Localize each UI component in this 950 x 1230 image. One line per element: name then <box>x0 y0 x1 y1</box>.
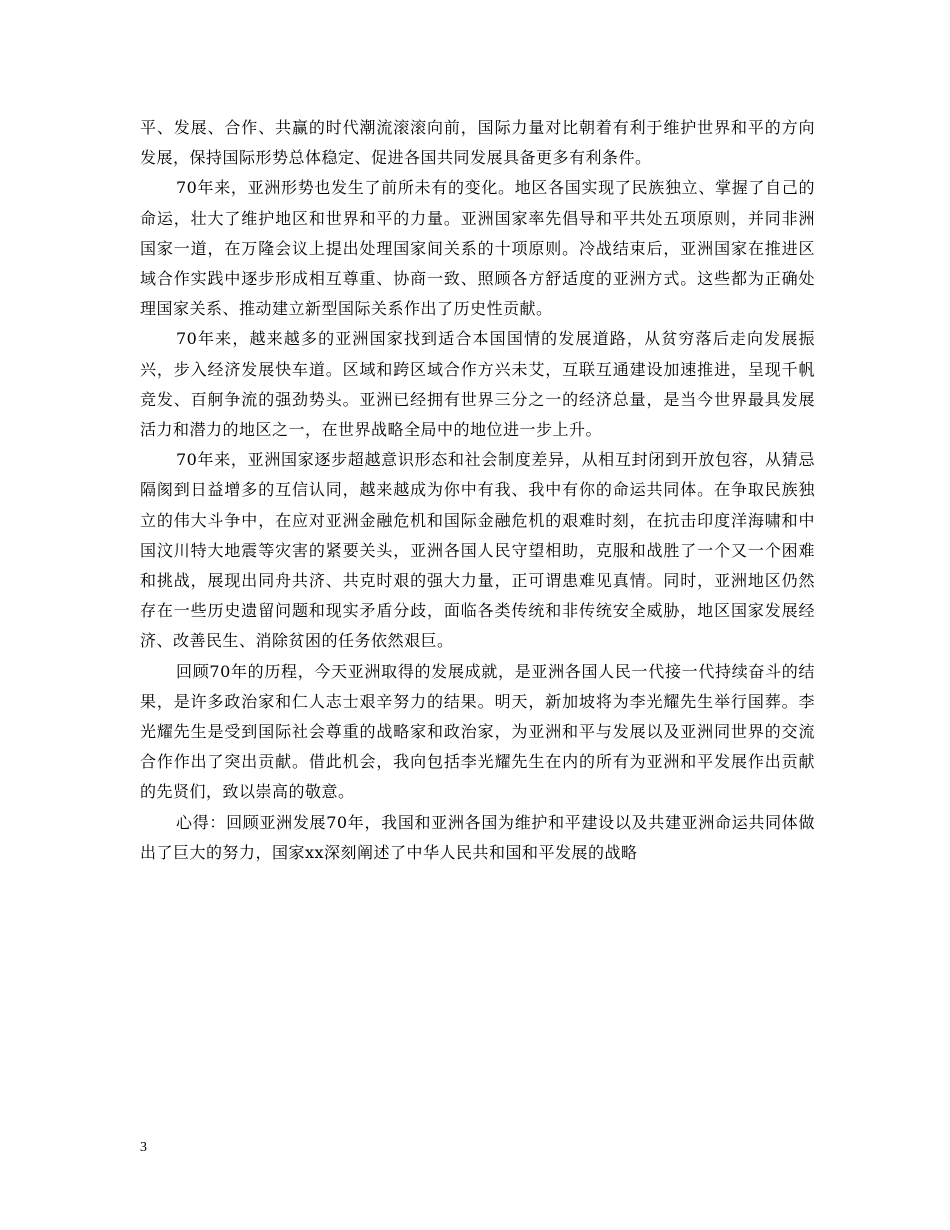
body-text <box>140 113 815 868</box>
paragraph-reflection: 心得：回顾亚洲发展70年，我国和亚洲各国为维护和平建设以及共建亚洲命运共同体做出了巨大的努力，国家xx深刻阐述了中华人民共和国和平发展的战略 <box>140 812 815 862</box>
paragraph-development-path: 70年来，越来越多的亚洲国家找到适合本国国情的发展道路，从贫穷落后走向发展振兴，步入经济发展快车道。区域和跨区域合作方兴未艾，互联互通建设加速推进，呈现千帆竞发、百舸争流的强劲势头。亚洲已经拥有世界三分之一的经济总量，是当今世界最具发展活力和潜力的地区之一，在世界战略全局中的地位进一步上升。 <box>140 329 815 440</box>
paragraph-asia-situation: 70年来，亚洲形势也发生了前所未有的变化。地区各国实现了民族独立、掌握了自己的命运，壮大了维护地区和世界和平的力量。亚洲国家率先倡导和平共处五项原则，并同非洲国家一道，在万隆会议上提出处理国家间关系的十项原则。冷战结束后，亚洲国家在推进区域合作实践中逐步形成相互尊重、协商一致、照顾各方舒适度的亚洲方式。这些都为正确处理国家关系、推动建立新型国际关系作出了历史性贡献。 <box>140 178 815 319</box>
paragraph-community: 70年来，亚洲国家逐步超越意识形态和社会制度差异，从相互封闭到开放包容，从猜忌隔阂到日益增多的互信认同，越来越成为你中有我、我中有你的命运共同体。在争取民族独立的伟大斗争中，在应对亚洲金融危机和国际金融危机的艰难时刻，在抗击印度洋海啸和中国汶川特大地震等灾害的紧要关头，亚洲各国人民守望相助，克服和战胜了一个又一个困难和挑战，展现出同舟共济、共克时艰的强大力量，正可谓患难见真情。同时，亚洲地区仍然存在一些历史遗留问题和现实矛盾分歧，面临各类传统和非传统安全威胁，地区国家发展经济、改善民生、消除贫困的任务依然艰巨。 <box>140 450 815 651</box>
page-number: 3 <box>140 1140 147 1155</box>
paragraph-review: 回顾70年的历程，今天亚洲取得的发展成就，是亚洲各国人民一代接一代持续奋斗的结果，是许多政治家和仁人志士艰辛努力的结果。明天，新加坡将为李光耀先生举行国葬。李光耀先生是受到国际社会尊重的战略家和政治家，为亚洲和平与发展以及亚洲同世界的交流合作作出了突出贡献。借此机会，我向包括李光耀先生在内的所有为亚洲和平发展作出贡献的先贤们，致以崇高的敬意。 <box>140 661 815 802</box>
paragraph-continued: 平、发展、合作、共赢的时代潮流滚滚向前，国际力量对比朝着有利于维护世界和平的方向发展，保持国际形势总体稳定、促进各国共同发展具备更多有利条件。 <box>140 118 815 168</box>
